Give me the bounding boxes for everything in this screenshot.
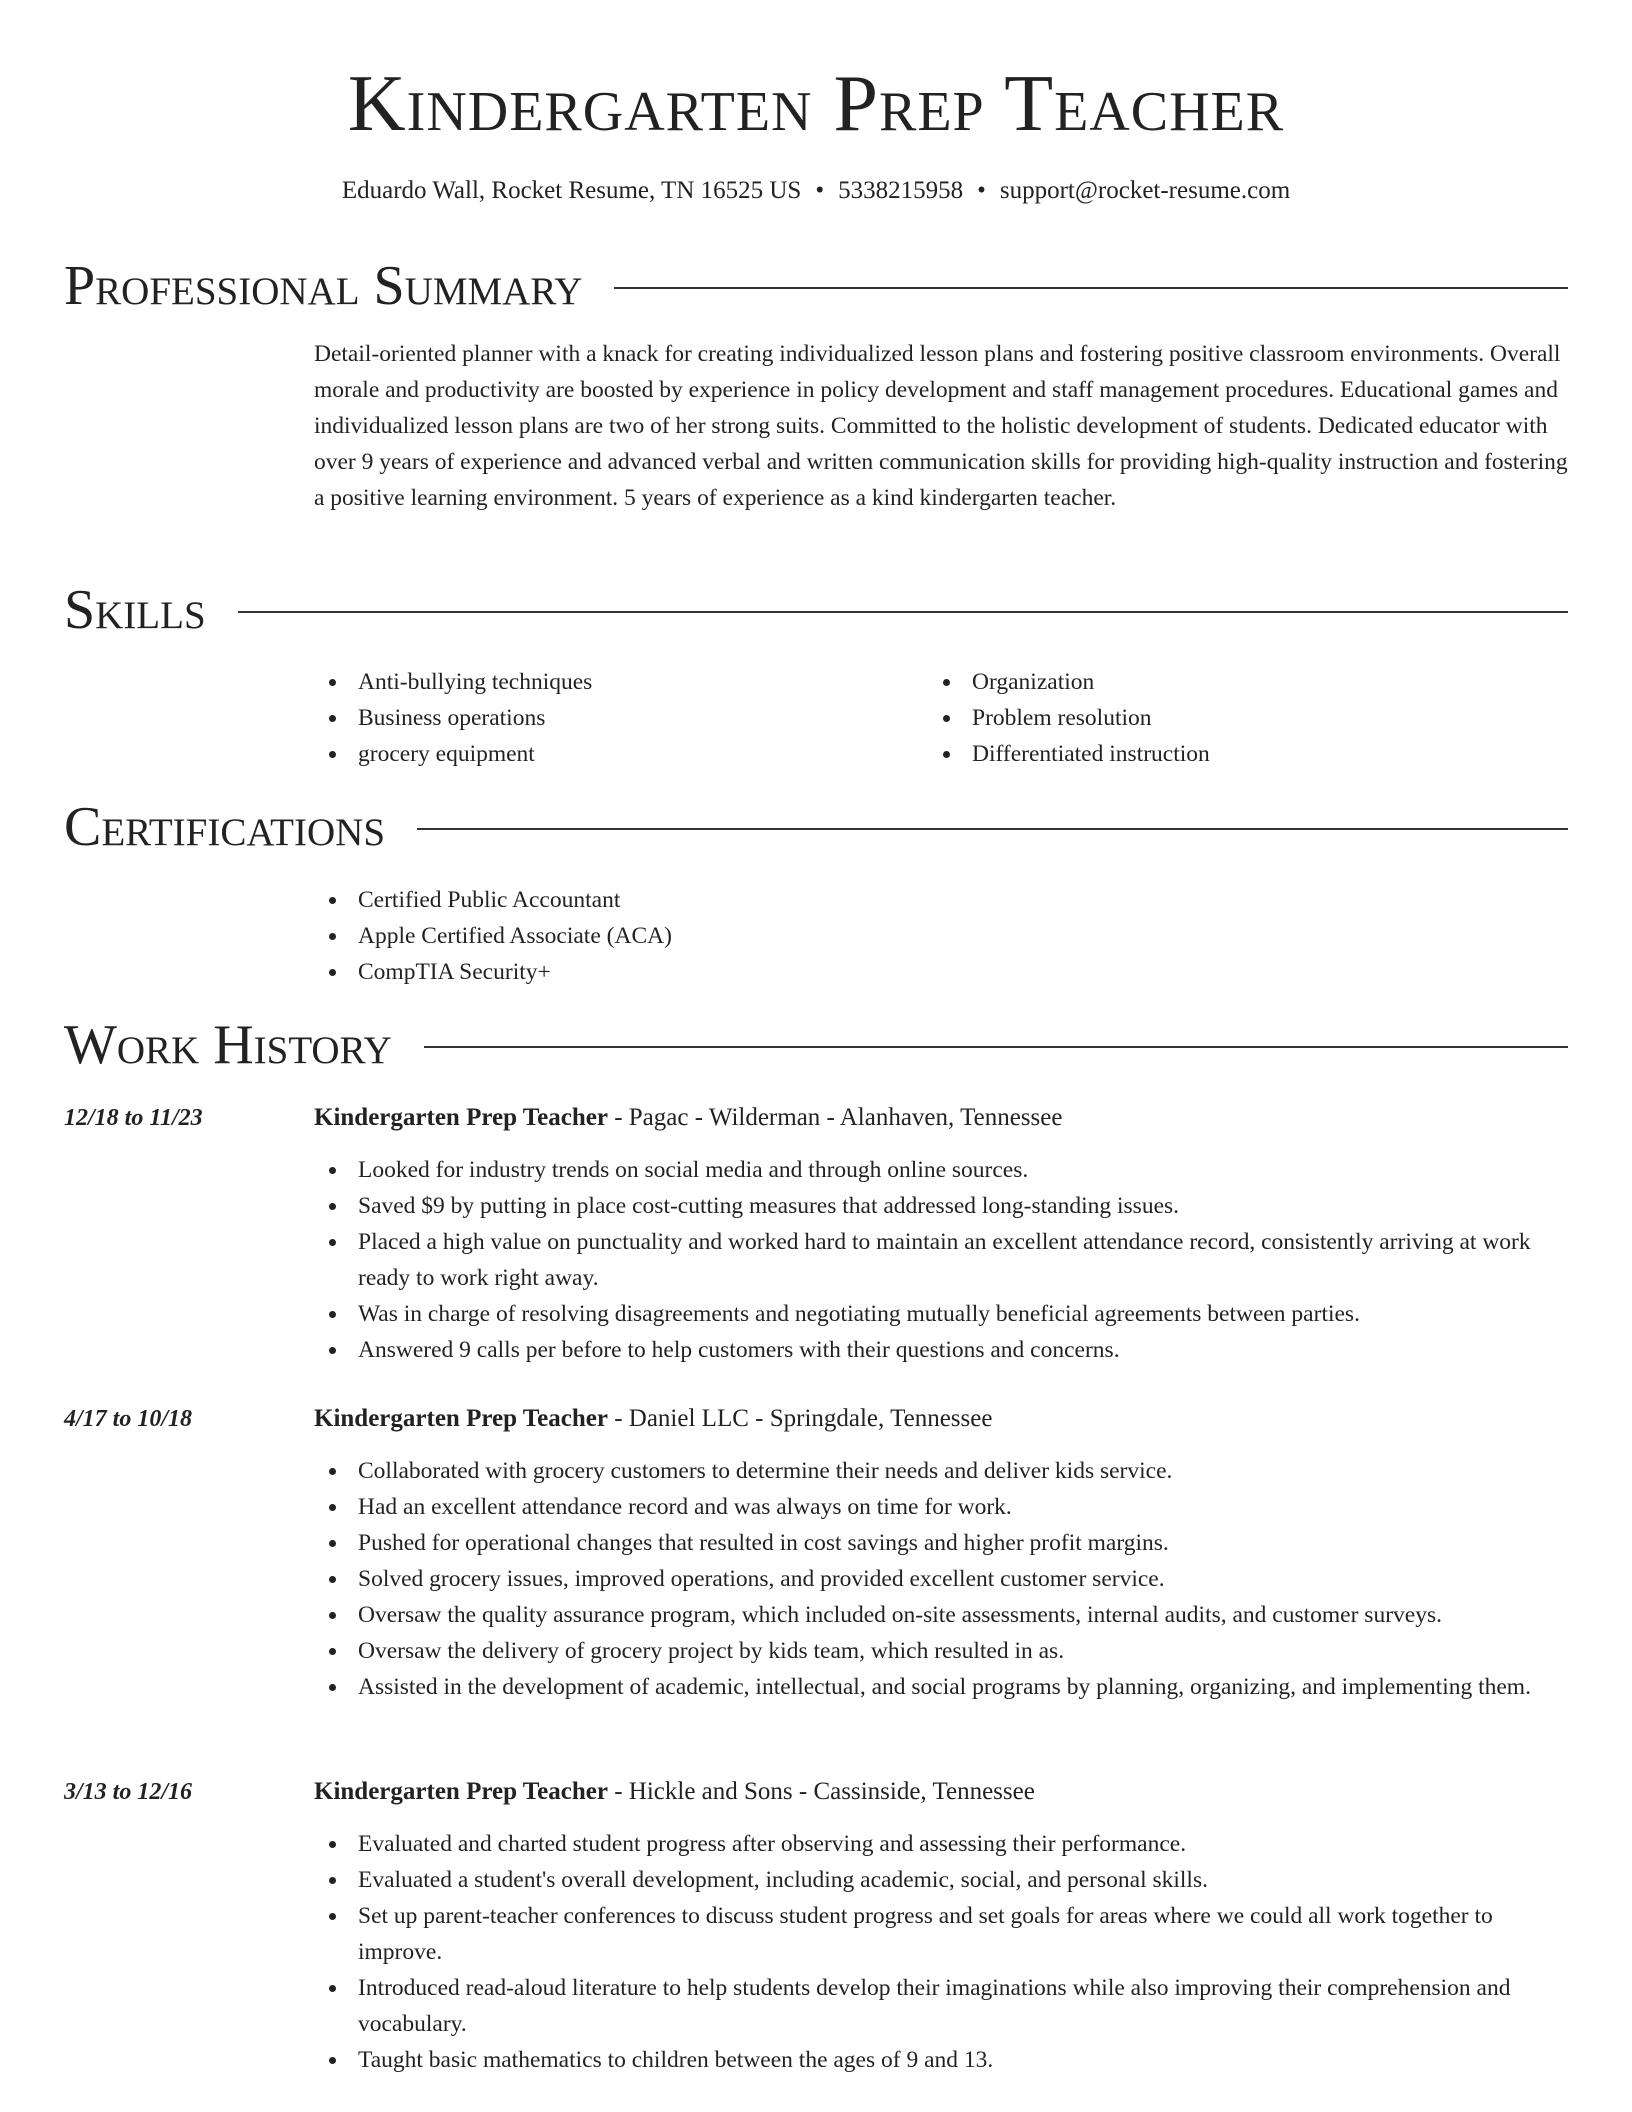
section-divider — [417, 828, 1568, 830]
job-bullet: Pushed for operational changes that resulted in cost savings and higher profit margins. — [314, 1525, 1576, 1561]
job-bullet-list — [314, 1453, 1576, 1705]
job-dates: 4/17 to 10/18 — [64, 1406, 193, 1432]
work-history-section-header — [64, 1010, 1568, 1080]
skills-section-title: Skills — [64, 579, 206, 641]
summary-text: Detail-oriented planner with a knack for creating individualized lesson plans and fostering positive classroom environments. Overall morale and productivity are boosted by experience in policy development and staff management procedures. Educational games and individualized lesson plans are two of her strong suits. Committed to the holistic development of students. Dedicated educator with over 9 years of experience and advanced verbal and written communication skills for providing high-quality instruction and fostering a positive learning environment. 5 years of experience as a kind kindergarten teacher. — [314, 341, 1568, 511]
job-bullet: Assisted in the development of academic, intellectual, and social programs by planning, organizing, and implementing them. — [314, 1669, 1576, 1705]
certification-item: Certified Public Accountant — [314, 882, 1214, 918]
certifications-block — [314, 882, 1214, 990]
skill-item: Business operations — [314, 700, 874, 736]
job-employer: - Hickle and Sons - Cassinside, Tennessee — [607, 1778, 1035, 1805]
job-bullet: Set up parent-teacher conferences to discuss student progress and set goals for areas where we could all work together to improve. — [314, 1898, 1576, 1970]
certification-item: CompTIA Security+ — [314, 954, 1214, 990]
certifications-section-title: Certifications — [64, 796, 386, 858]
job-bullet: Oversaw the delivery of grocery project by kids team, which resulted in as. — [314, 1633, 1576, 1669]
job-bullet: Evaluated and charted student progress after observing and assessing their performance. — [314, 1826, 1576, 1862]
skills-section-header — [64, 575, 1568, 645]
job-bullet: Oversaw the quality assurance program, which included on-site assessments, internal audits, and customer surveys. — [314, 1597, 1576, 1633]
job-bullet: Placed a high value on punctuality and worked hard to maintain an excellent attendance record, consistently arriving at work ready to work right away. — [314, 1224, 1576, 1296]
job-bullet: Saved $9 by putting in place cost-cutting measures that addressed long-standing issues. — [314, 1188, 1576, 1224]
job-dates: 12/18 to 11/23 — [64, 1105, 203, 1131]
skills-column-left — [314, 664, 874, 772]
contact-address: Eduardo Wall, Rocket Resume, TN 16525 US — [341, 177, 802, 204]
job-employer: - Pagac - Wilderman - Alanhaven, Tennessee — [607, 1104, 1063, 1131]
section-divider — [614, 287, 1568, 289]
skill-item: grocery equipment — [314, 736, 874, 772]
certification-item: Apple Certified Associate (ACA) — [314, 918, 1214, 954]
skill-item: Anti-bullying techniques — [314, 664, 874, 700]
certifications-section-header — [64, 792, 1568, 862]
job-bullet-list — [314, 1152, 1576, 1368]
job-dates: 3/13 to 12/16 — [64, 1779, 193, 1805]
summary-section-header — [64, 251, 1568, 321]
job-bullet-list — [314, 1826, 1576, 2078]
work-history-section-title: Work History — [64, 1014, 392, 1076]
job-header — [314, 1774, 1035, 1810]
job-bullet: Answered 9 calls per before to help customers with their questions and concerns. — [314, 1332, 1576, 1368]
contact-separator: • — [815, 177, 825, 204]
summary-section-title: Professional Summary — [64, 255, 583, 317]
contact-line — [0, 173, 1632, 209]
skill-item: Differentiated instruction — [928, 736, 1488, 772]
job-title: Kindergarten Prep Teacher — [314, 1778, 608, 1805]
candidate-name: Kindergarten Prep Teacher — [347, 60, 1285, 148]
job-bullet: Was in charge of resolving disagreements and negotiating mutually beneficial agreements between parties. — [314, 1296, 1576, 1332]
job-header — [314, 1100, 1062, 1136]
job-bullet: Looked for industry trends on social media and through online sources. — [314, 1152, 1576, 1188]
job-title: Kindergarten Prep Teacher — [314, 1405, 608, 1432]
job-bullet: Taught basic mathematics to children between the ages of 9 and 13. — [314, 2042, 1576, 2078]
section-divider — [238, 611, 1568, 613]
job-title: Kindergarten Prep Teacher — [314, 1104, 608, 1131]
job-bullet: Solved grocery issues, improved operations, and provided excellent customer service. — [314, 1561, 1576, 1597]
skills-column-right — [928, 664, 1488, 772]
skill-item: Organization — [928, 664, 1488, 700]
job-bullet: Collaborated with grocery customers to determine their needs and deliver kids service. — [314, 1453, 1576, 1489]
job-bullet: Evaluated a student's overall development, including academic, social, and personal skills. — [314, 1862, 1576, 1898]
job-employer: - Daniel LLC - Springdale, Tennessee — [607, 1405, 993, 1432]
skill-item: Problem resolution — [928, 700, 1488, 736]
job-header — [314, 1401, 992, 1437]
skills-list-right — [928, 664, 1488, 772]
job-bullet: Introduced read-aloud literature to help students develop their imaginations while also improving their comprehension and vocabulary. — [314, 1970, 1576, 2042]
skills-list-left — [314, 664, 874, 772]
job-bullet: Had an excellent attendance record and was always on time for work. — [314, 1489, 1576, 1525]
contact-separator: • — [977, 177, 986, 204]
contact-email[interactable]: support@rocket-resume.com — [999, 177, 1291, 204]
certifications-list — [314, 882, 1214, 990]
contact-phone: 5338215958 — [838, 177, 964, 204]
section-divider — [424, 1046, 1568, 1048]
